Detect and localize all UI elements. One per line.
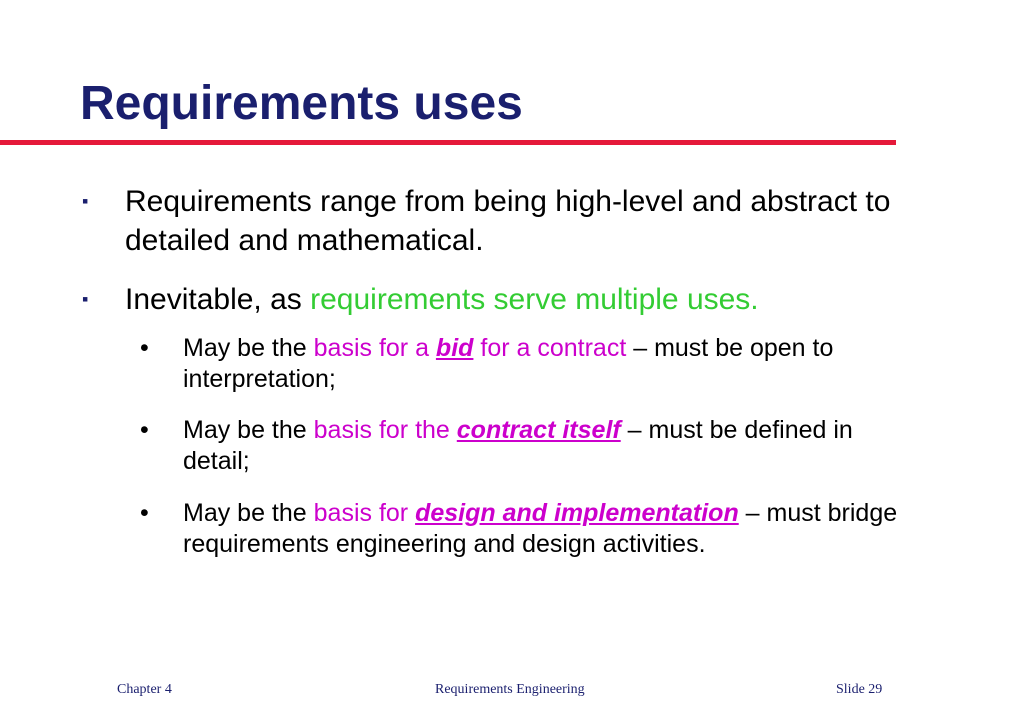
square-bullet-icon: ▪ — [82, 191, 89, 211]
bullet-text — [125, 280, 915, 319]
footer-topic: Requirements Engineering — [435, 682, 585, 697]
text-normal: May be the — [183, 499, 314, 527]
text-highlight: basis for a — [313, 334, 436, 362]
round-bullet-icon: • — [140, 416, 149, 444]
text-normal: – must be open to interpretation; — [183, 334, 834, 393]
text-emphasis: contract itself — [456, 416, 621, 444]
text-highlight: basis for — [313, 499, 416, 527]
slide-title: Requirements uses — [80, 77, 523, 130]
bullet-text-prefix: Inevitable, as — [125, 283, 311, 316]
text-normal: – must be defined in detail; — [183, 416, 853, 475]
square-bullet-icon: ▪ — [82, 289, 89, 309]
text-highlight: for a contract — [473, 334, 627, 362]
sub-bullet-text — [183, 415, 903, 477]
text-emphasis: design and implementation — [415, 499, 739, 527]
round-bullet-icon: • — [140, 334, 149, 362]
bullet-text-highlight: requirements serve multiple uses. — [310, 283, 759, 316]
text-emphasis: bid — [435, 334, 474, 362]
round-bullet-icon: • — [140, 499, 149, 527]
text-highlight: basis for the — [313, 416, 457, 444]
sub-bullet-text — [183, 498, 903, 560]
text-normal: May be the — [183, 416, 314, 444]
text-normal: May be the — [183, 334, 314, 362]
sub-bullet-text — [183, 333, 903, 395]
footer-slide-number: Slide 29 — [836, 682, 883, 697]
bullet-text: Requirements range from being high-level and abstract to detailed and mathematical. — [125, 185, 891, 257]
title-underline — [0, 140, 896, 145]
text-normal: – must bridge requirements engineering and design activities. — [183, 499, 898, 558]
footer-chapter: Chapter 4 — [117, 682, 172, 697]
